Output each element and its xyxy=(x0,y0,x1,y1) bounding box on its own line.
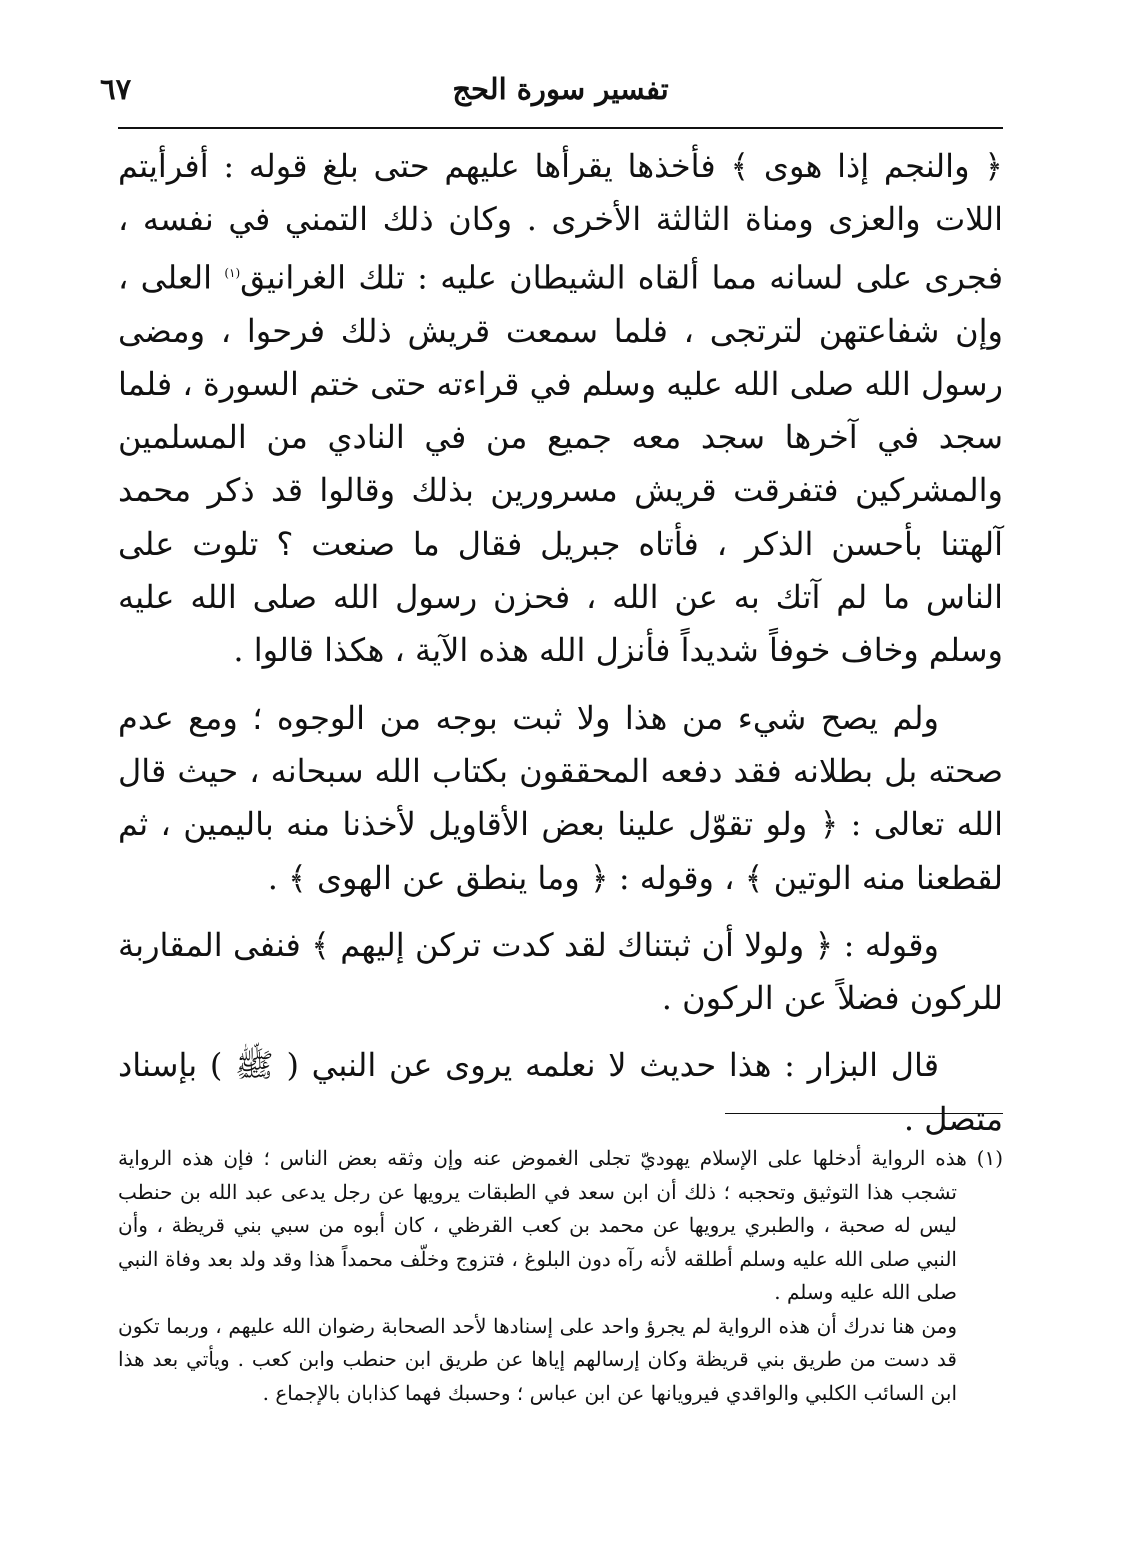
main-text xyxy=(118,140,1003,1146)
paragraph-4: قال البزار : هذا حديث لا نعلمه يروى عن النبي ( ﷺ ) بإسناد متصل . xyxy=(118,1046,1003,1138)
page-number: ٦٧ xyxy=(100,72,132,106)
footnote-separator xyxy=(725,1113,1003,1114)
paragraph-1-text-b: العلى ، وإن شفاعتهن لترتجى ، فلما سمعت قريش ذلك فرحوا ، ومضى رسول الله صلى الله عليه وسلم في قراءته حتى ختم السورة ، فلما سجد في آخرها سجد معه جميع من في النادي من المسلمين والمشركين فتفرقت قريش مسرورين بذلك وقالوا قد ذكر محمد آلهتنا بأحسن الذكر ، فأتاه جبريل فقال ما صنعت ؟ تلوت على الناس ما لم آتك به عن الله ، فحزن رسول الله صلى الله عليه وسلم وخاف خوفاً شديداً فأنزل الله هذه الآية ، هكذا قالوا . xyxy=(118,258,1004,670)
footnotes xyxy=(118,1142,1003,1410)
footnote-1-continuation: ومن هنا ندرك أن هذه الرواية لم يجرؤ واحد على إسنادها لأحد الصحابة رضوان الله عليهم ، وربما تكون قد دست من طريق بني قريظة وكان إرسالهم إياها عن طريق ابن حنطب وابن كعب . ويأتي بعد هذا ابن السائب الكلبي والواقدي فيرويانها عن ابن عباس ؛ وحسبك فهما كذابان بالإجماع . xyxy=(118,1313,957,1405)
paragraph-3: وقوله : ﴿ ولولا أن ثبتناك لقد كدت تركن إليهم ﴾ فنفى المقاربة للركون فضلاً عن الركون . xyxy=(118,925,1003,1018)
header-rule xyxy=(118,127,1003,129)
paragraph-1-text-a: ﴿ والنجم إذا هوى ﴾ فأخذها يقرأها عليهم حتى بلغ قوله : أفرأيتم اللات والعزى ومناة الثالثة الأخرى . وكان ذلك التمني في نفسه ، فجرى على لسانه مما ألقاه الشيطان عليه : تلك الغرانيق xyxy=(118,147,1004,297)
paragraph-2: ولم يصح شيء من هذا ولا ثبت بوجه من الوجوه ؛ ومع عدم صحته بل بطلانه فقد دفعه المحققون بكتاب الله سبحانه ، حيث قال الله تعالى : ﴿ ولو تقوّل علينا بعض الأقاويل لأخذنا منه باليمين ، ثم لقطعنا منه الوتين ﴾ ، وقوله : ﴿ وما ينطق عن الهوى ﴾ . xyxy=(118,698,1004,897)
footnote-1: (١) هذه الرواية أدخلها على الإسلام يهوديّ تجلى الغموض عنه وإن وثقه بعض الناس ؛ فإن هذه الرواية تشجب هذا التوثيق وتحجبه ؛ ذلك أن ابن سعد في الطبقات يرويها عن رجل يدعى عبد الله بن حنطب ليس له صحبة ، والطبري يرويها عن محمد بن كعب القرظي ، كان أبوه من سبي بني قريظة ، وأن النبي صلى الله عليه وسلم أطلقه لأنه رآه دون البلوغ ، فتزوج وخلّف محمداً هذا وقد ولد بعد وفاة النبي صلى الله عليه وسلم . xyxy=(118,1146,1003,1304)
running-header-title: تفسير سورة الحج xyxy=(452,72,669,106)
paragraph-1 xyxy=(118,140,1003,678)
footnote-marker: (١) xyxy=(224,265,241,280)
